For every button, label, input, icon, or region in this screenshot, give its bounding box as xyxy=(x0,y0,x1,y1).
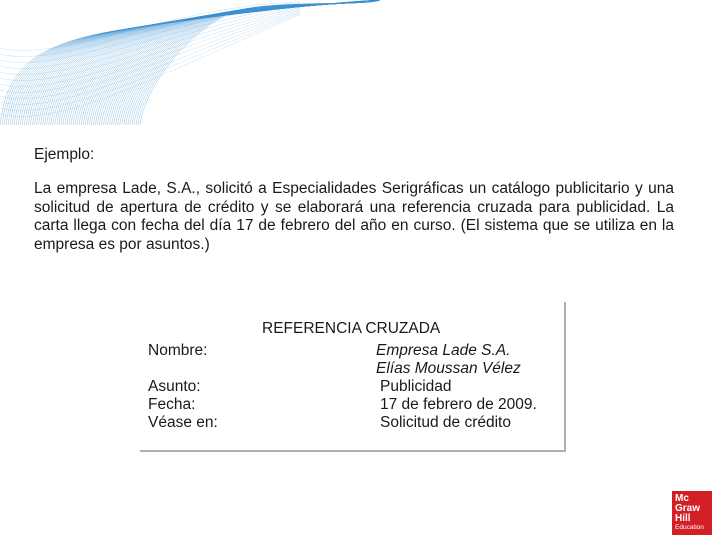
example-paragraph: La empresa Lade, S.A., solicitó a Especialidades Serigráficas un catálogo publicitario y una solicitud de apertura de crédito y se elaborará una referencia cruzada para publicidad. La carta llega con fecha del día 17 de febrero del año en curso. (El sistema que se utiliza en la empresa es por asuntos.) xyxy=(34,180,674,253)
wave-line xyxy=(73,0,380,125)
wave-line xyxy=(140,0,380,125)
wave-line xyxy=(97,0,380,125)
nombre-value-company: Empresa Lade S.A. xyxy=(376,342,511,359)
wave-line xyxy=(57,0,380,125)
nombre-value-person: Elías Moussan Vélez xyxy=(376,360,521,377)
wave-line xyxy=(37,0,381,125)
wave-line xyxy=(45,0,380,125)
wave-line xyxy=(116,0,380,125)
vease-label: Véase en: xyxy=(148,414,218,431)
wave-line xyxy=(122,0,380,125)
asunto-value: Publicidad xyxy=(380,378,452,395)
wave-cross-line xyxy=(0,8,300,81)
mcgraw-hill-logo xyxy=(672,491,712,535)
asunto-label: Asunto: xyxy=(148,378,201,395)
nombre-label: Nombre: xyxy=(148,342,208,359)
wave-line xyxy=(120,0,380,125)
logo-line-mc: Mc xyxy=(675,493,689,504)
example-heading: Ejemplo: xyxy=(34,146,95,163)
wave-line xyxy=(110,0,380,125)
vease-value: Solicitud de crédito xyxy=(380,414,511,431)
logo-line-education: Education xyxy=(675,524,704,531)
decorative-wave-graphic xyxy=(0,0,720,130)
wave-line xyxy=(85,0,380,125)
wave-line xyxy=(95,0,380,125)
wave-line xyxy=(69,0,380,125)
wave-line xyxy=(136,0,380,125)
wave-line xyxy=(138,0,380,125)
logo-line-hill: Hill xyxy=(675,513,691,524)
wave-line xyxy=(130,0,380,125)
wave-line xyxy=(134,0,380,125)
fecha-value: 17 de febrero de 2009. xyxy=(380,396,537,413)
logo-line-graw: Graw xyxy=(675,503,701,514)
card-title: REFERENCIA CRUZADA xyxy=(262,320,441,337)
cross-reference-card xyxy=(140,302,566,452)
wave-line xyxy=(93,0,380,125)
fecha-label: Fecha: xyxy=(148,396,196,413)
wave-line xyxy=(71,0,380,125)
wave-line xyxy=(61,0,380,125)
